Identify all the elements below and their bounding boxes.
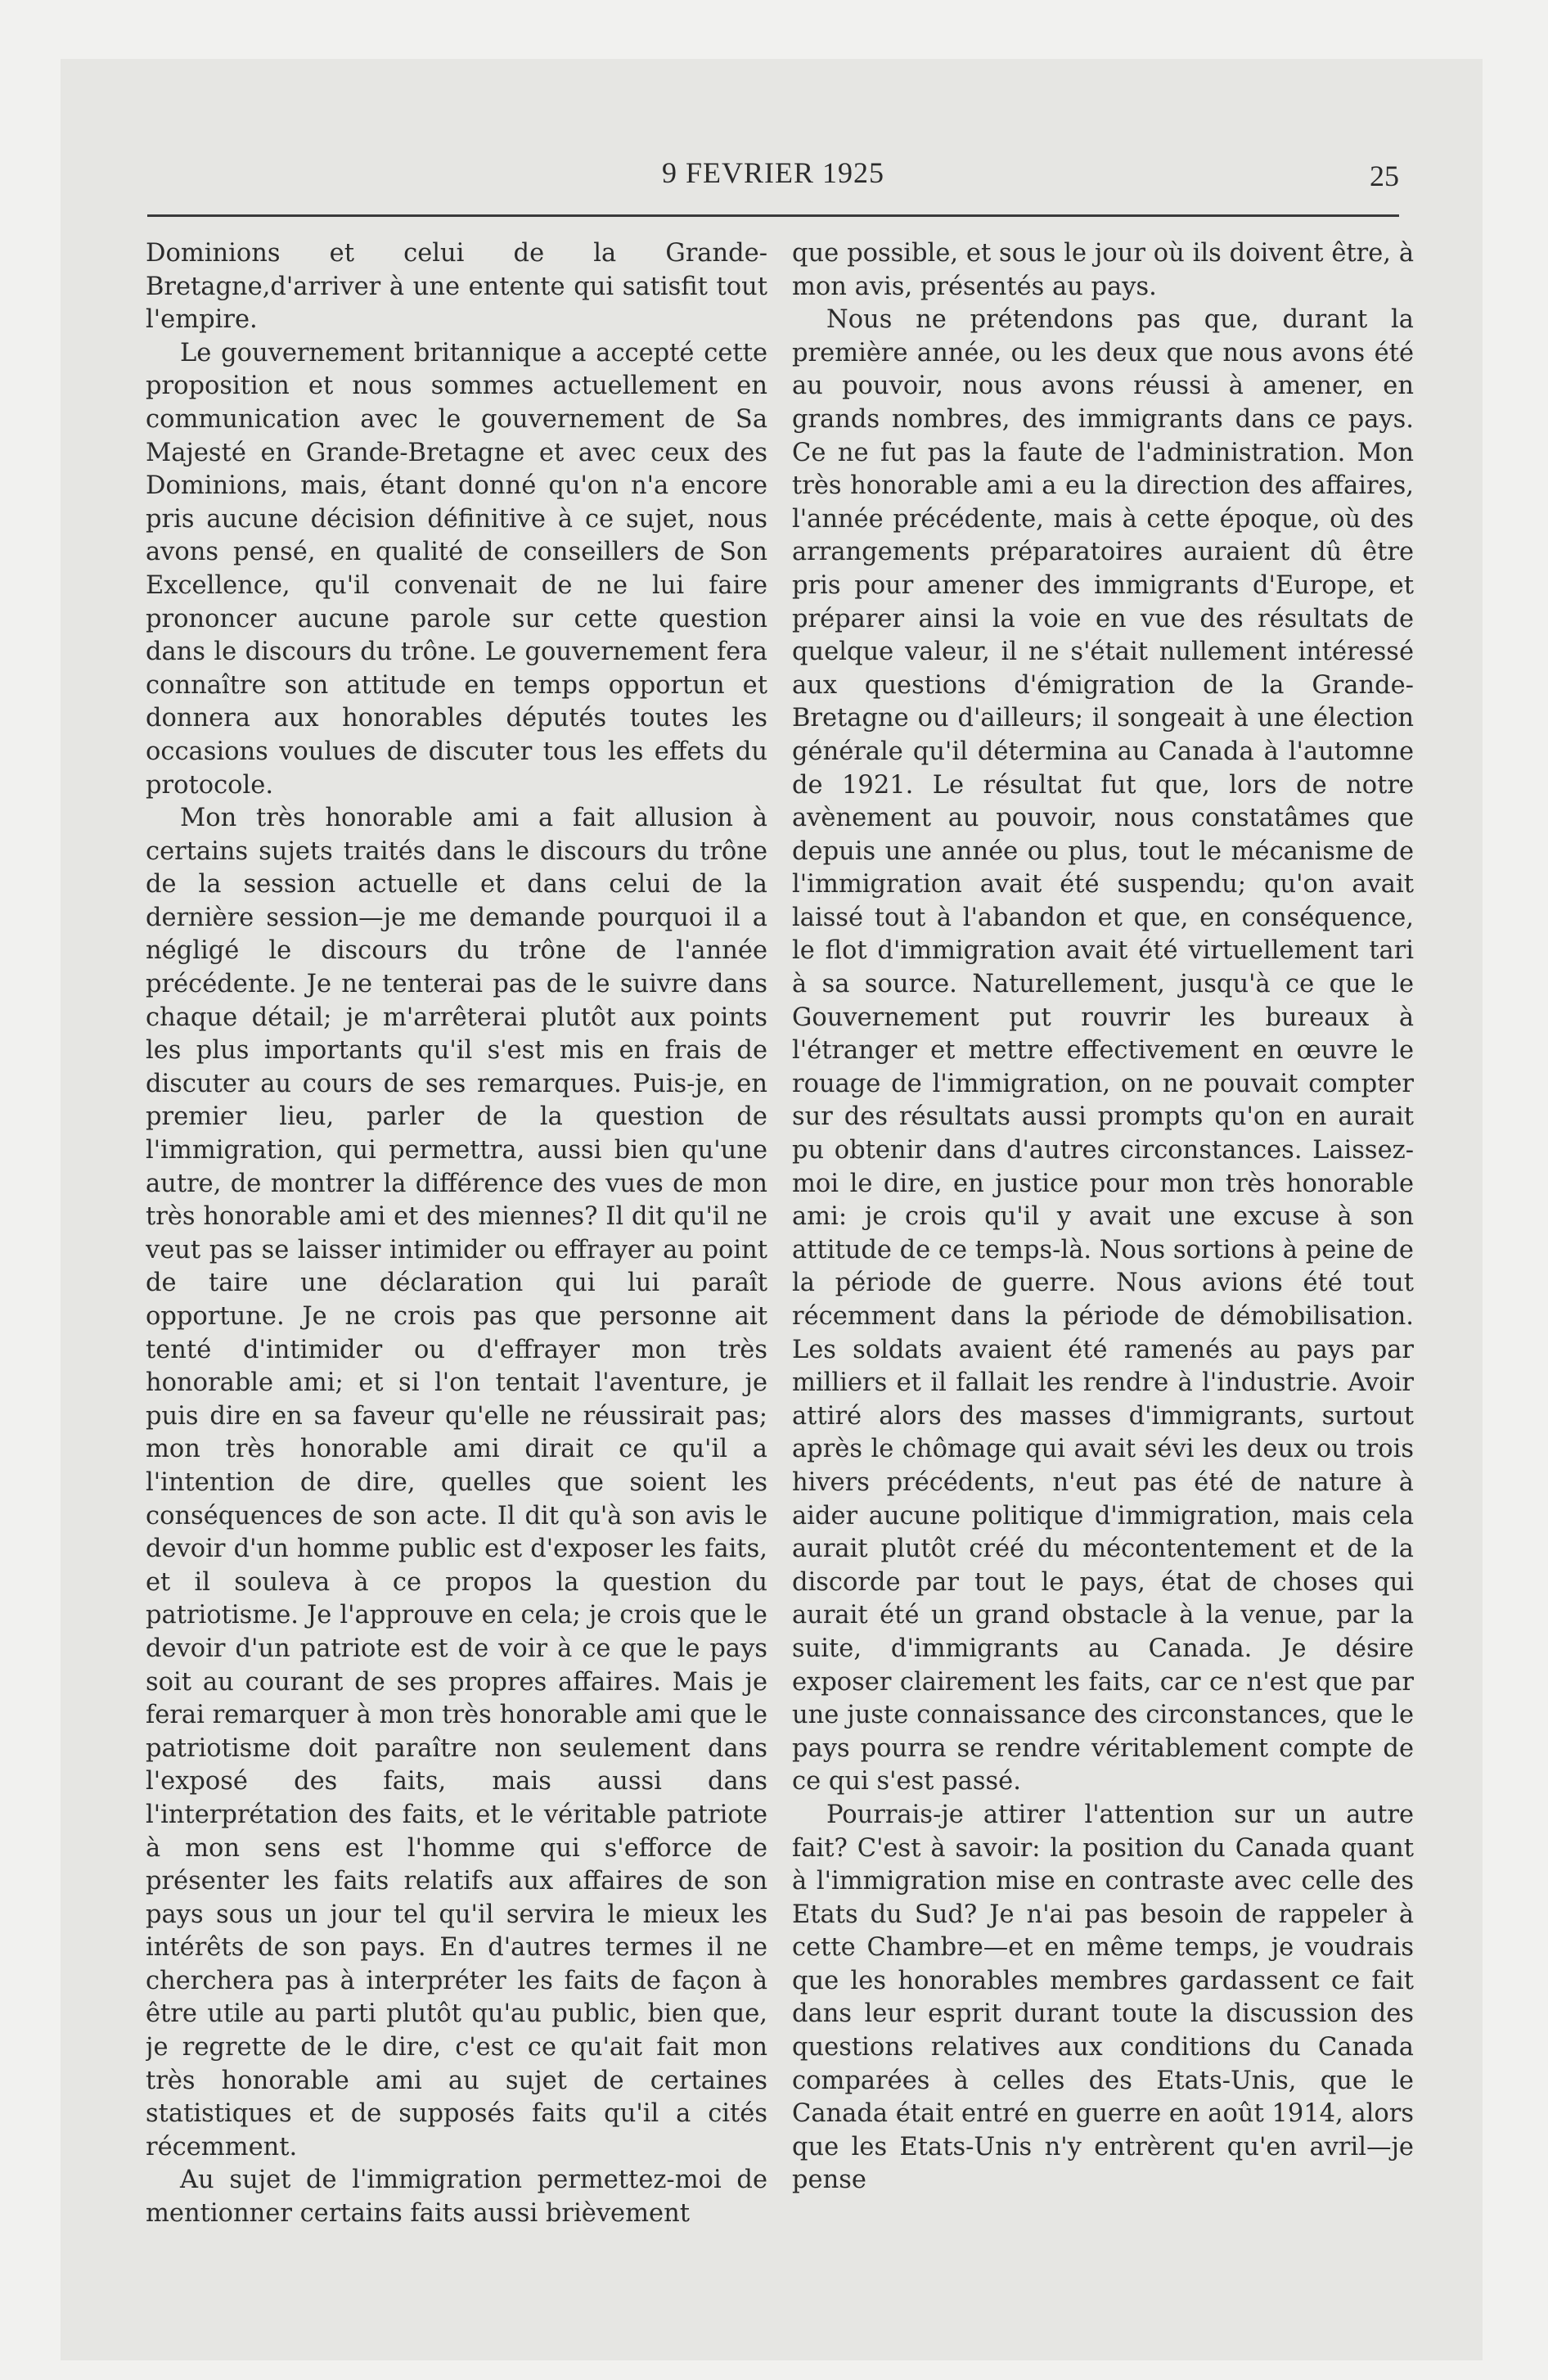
paragraph: Pourrais-je attirer l'attention sur un autre fait? C'est à savoir: la position du Canada quant à l'immigration mise en contraste avec celle des Etats du Sud? Je n'ai pas besoin de rappeler à cette Chambre—et en même temps, je voudrais que les honorables membres gardassent ce fait dans leur esprit durant toute la discussion des questions relatives aux conditions du Canada comparées à celles des Etats-Unis, que le Canada était entré en guerre en août 1914, alors que les Etats-Unis n'y entrèrent qu'en avril—je pense: [792, 1800, 1414, 2195]
left-column: [146, 237, 767, 2267]
header-date: 9 FEVRIER 1925: [661, 156, 884, 189]
page-number: 25: [1370, 160, 1399, 192]
paragraph: Au sujet de l'immigration permettez-moi de mentionner certains faits aussi brièvement: [146, 2166, 767, 2229]
header-rule: [147, 214, 1399, 217]
paragraph: Le gouvernement britannique a accepté cette proposition et nous sommes actuellement en communication avec le gouvernement de Sa Majesté en Grande-Bretagne et avec ceux des Dominions, mais, étant donné qu'on n'a encore pris aucune décision définitive à ce sujet, nous avons pensé, en qualité de conseillers de Son Excellence, qu'il convenait de ne lui faire prononcer aucune parole sur cette question dans le discours du trône. Le gouvernement fera connaître son attitude en temps opportun et donnera aux honorables députés toutes les occasions voulues de discuter tous les effets du protocole.: [146, 338, 767, 800]
page-header: [147, 156, 1399, 198]
paragraph: Dominions et celui de la Grande-Bretagne,d'arriver à une entente qui satisfit tout l'empire.: [146, 239, 767, 335]
paragraph: Nous ne prétendons pas que, durant la première année, ou les deux que nous avons été au pouvoir, nous avons réussi à amener, en grands nombres, des immigrants dans ce pays. Ce ne fut pas la faute de l'administration. Mon très honorable ami a eu la direction des affaires, l'année précédente, mais à cette époque, où des arrangements préparatoires auraient dû être pris pour amener des immigrants d'Europe, et préparer ainsi la voie en vue des résultats de quelque valeur, il ne s'était nullement intéressé aux questions d'émigration de la Grande-Bretagne ou d'ailleurs; il songeait à une élection générale qu'il détermina au Canada à l'automne de 1921. Le résultat fut que, lors de notre avènement au pouvoir, nous constatâmes que depuis une année ou plus, tout le mécanisme de l'immigration avait été suspendu; qu'on avait laissé tout à l'abandon et que, en conséquence, le flot d'immigration avait été virtuellement tari à sa source. Naturellement, jusqu'à ce que le Gouvernement put rouvrir les bureaux à l'étranger et mettre effectivement en œuvre le rouage de l'immigration, on ne pouvait compter sur des résultats aussi prompts qu'on en aurait pu obtenir dans d'autres circonstances. Laissez-moi le dire, en justice pour mon très honorable ami: je crois qu'il y avait une excuse à son attitude de ce temps-là. Nous sortions à peine de la période de guerre. Nous avions été tout récemment dans la période de démobilisation. Les soldats avaient été ramenés au pays par milliers et il fallait les rendre à l'industrie. Avoir attiré alors des masses d'immigrants, surtout après le chômage qui avait sévi les deux ou trois hivers précédents, n'eut pas été de nature à aider aucune politique d'immigration, mais cela aurait plutôt créé du mécontentement et de la discorde par tout le pays, état de choses qui aurait été un grand obstacle à la venue, par la suite, d'immigrants au Canada. Je désire exposer clairement les faits, car ce n'est que par une juste connaissance des circonstances, que le pays pourra se rendre véritablement compte de ce qui s'est passé.: [792, 305, 1414, 1796]
paragraph: Mon très honorable ami a fait allusion à certains sujets traités dans le discours du trône de la session actuelle et dans celui de la dernière session—je me demande pourquoi il a négligé le discours du trône de l'année précédente. Je ne tenterai pas de le suivre dans chaque détail; je m'arrêterai plutôt aux points les plus importants qu'il s'est mis en frais de discuter au cours de ses remarques. Puis-je, en premier lieu, parler de la question de l'immigration, qui permettra, aussi bien qu'une autre, de montrer la différence des vues de mon très honorable ami et des miennes? Il dit qu'il ne veut pas se laisser intimider ou effrayer au point de taire une déclaration qui lui paraît opportune. Je ne crois pas que personne ait tenté d'intimider ou d'effrayer mon très honorable ami; et si l'on tentait l'aventure, je puis dire en sa faveur qu'elle ne réussirait pas; mon très honorable ami dirait ce qu'il a l'intention de dire, quelles que soient les conséquences de son acte. Il dit qu'à son avis le devoir d'un homme public est d'exposer les faits, et il souleva à ce propos la question du patriotisme. Je l'approuve en cela; je crois que le devoir d'un patriote est de voir à ce que le pays soit au courant de ses propres affaires. Mais je ferai remarquer à mon très honorable ami que le patriotisme doit paraître non seulement dans l'exposé des faits, mais aussi dans l'interprétation des faits, et le véritable patriote à mon sens est l'homme qui s'efforce de présenter les faits relatifs aux affaires de son pays sous un jour tel qu'il servira le mieux les intérêts de son pays. En d'autres termes il ne cherchera pas à interpréter les faits de façon à être utile au parti plutôt qu'au public, bien que, je regrette de le dire, c'est ce qu'ait fait mon très honorable ami au sujet de certaines statistiques et de supposés faits qu'il a cités récemment.: [146, 804, 767, 2161]
paragraph: que possible, et sous le jour où ils doivent être, à mon avis, présentés au pays.: [792, 239, 1414, 301]
right-column: [792, 237, 1414, 2267]
